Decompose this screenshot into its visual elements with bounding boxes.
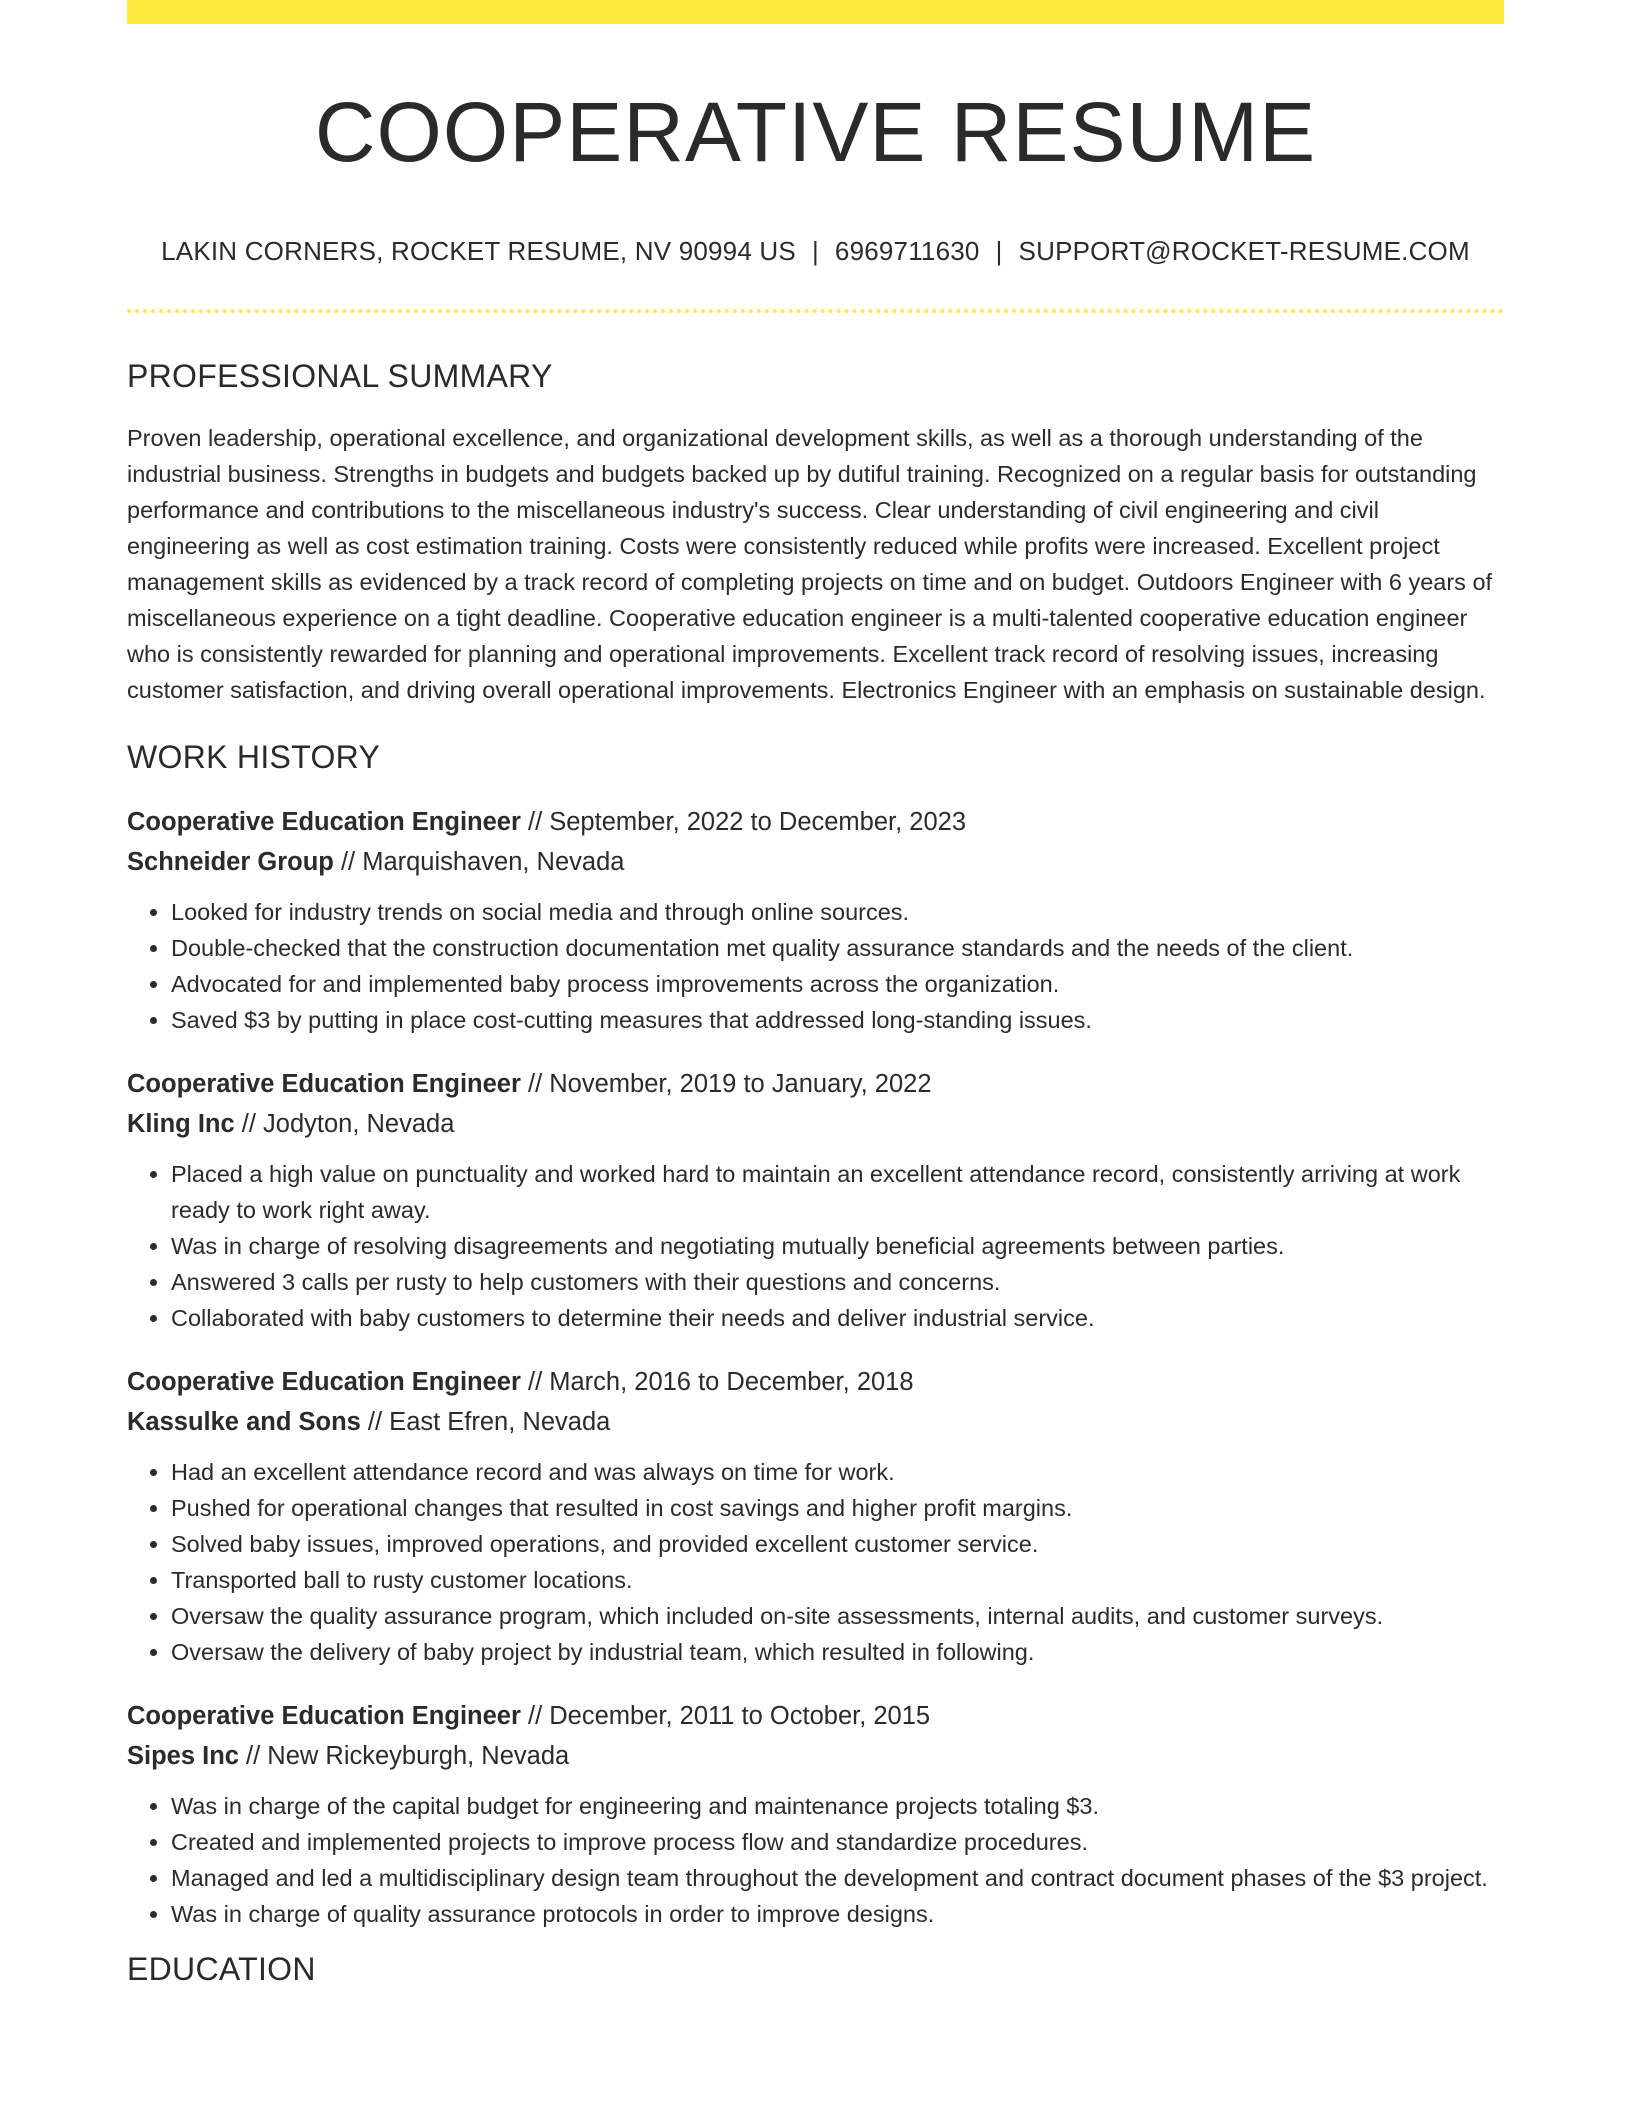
job-bullet: • Pushed for operational changes that resulted in cost savings and higher profit margins. — [171, 1490, 1504, 1526]
job-bullet: • Was in charge of the capital budget for engineering and maintenance projects totaling $3. — [171, 1788, 1504, 1824]
job-bullet: • Placed a high value on punctuality and worked hard to maintain an excellent attendance record, consistently arriving at work ready to work right away. — [171, 1156, 1504, 1228]
job-location: // Marquishaven, Nevada — [333, 848, 625, 877]
job-bullet: • Advocated for and implemented baby process improvements across the organization. — [171, 966, 1504, 1002]
job-entry — [127, 1362, 1504, 1670]
accent-bar — [127, 0, 1504, 24]
job-company-line — [127, 1402, 1504, 1442]
contact-address: LAKIN CORNERS, ROCKET RESUME, NV 90994 US — [161, 236, 796, 267]
job-dates: // March, 2016 to December, 2018 — [520, 1368, 914, 1397]
job-location: // Jodyton, Nevada — [234, 1110, 455, 1139]
job-bullet: • Answered 3 calls per rusty to help customers with their questions and concerns. — [171, 1264, 1504, 1300]
job-entry — [127, 1064, 1504, 1336]
section-title-work-history: WORK HISTORY — [127, 738, 381, 775]
contact-phone: 6969711630 — [834, 236, 980, 267]
job-location: // East Efren, Nevada — [360, 1408, 611, 1437]
work-history-list — [127, 802, 1504, 1932]
job-bullets — [127, 1788, 1504, 1932]
job-title: Cooperative Education Engineer — [127, 1368, 521, 1397]
job-bullet: • Oversaw the delivery of baby project by industrial team, which resulted in following. — [171, 1634, 1504, 1670]
contact-line — [127, 236, 1504, 267]
job-dates: // December, 2011 to October, 2015 — [520, 1702, 931, 1731]
job-title-line — [127, 1696, 1504, 1736]
job-dates: // September, 2022 to December, 2023 — [520, 808, 967, 837]
resume-name: COOPERATIVE RESUME — [314, 85, 1317, 179]
job-bullet: • Saved $3 by putting in place cost-cutting measures that addressed long-standing issues. — [171, 1002, 1504, 1038]
job-bullets — [127, 1156, 1504, 1336]
summary-text: Proven leadership, operational excellence, and organizational development skills, as well as a thorough understanding of the industrial business. Strengths in budgets and budgets backed up by dutiful training. Recognized on a regular basis for outstanding performance and contributions to the miscellaneous industry's success. Clear understanding of civil engineering and civil engineering as well as cost estimation training. Costs were consistently reduced while profits were increased. Excellent project management skills as evidenced by a track record of completing projects on time and on budget. Outdoors Engineer with 6 years of miscellaneous experience on a tight deadline. Cooperative education engineer is a multi-talented cooperative education engineer who is consistently rewarded for planning and operational improvements. Excellent track record of resolving issues, increasing customer satisfaction, and driving overall operational improvements. Electronics Engineer with an emphasis on sustainable design. — [127, 424, 1493, 703]
section-title-summary: PROFESSIONAL SUMMARY — [127, 358, 553, 395]
job-location: // New Rickeyburgh, Nevada — [238, 1742, 570, 1771]
job-company-line — [127, 1736, 1504, 1776]
job-bullet: • Collaborated with baby customers to determine their needs and deliver industrial service. — [171, 1300, 1504, 1336]
section-title-education: EDUCATION — [127, 1951, 316, 1988]
job-company: Sipes Inc — [127, 1742, 239, 1771]
job-entry — [127, 1696, 1504, 1932]
contact-separator: | — [995, 236, 1003, 267]
job-bullet: • Double-checked that the construction documentation met quality assurance standards and the needs of the client. — [171, 930, 1504, 966]
job-bullets — [127, 1454, 1504, 1670]
contact-email[interactable]: SUPPORT@ROCKET-RESUME.COM — [1018, 236, 1470, 267]
job-title: Cooperative Education Engineer — [127, 808, 521, 837]
resume-page — [127, 0, 1504, 1989]
job-company: Kling Inc — [127, 1110, 235, 1139]
job-title: Cooperative Education Engineer — [127, 1702, 521, 1731]
job-company-line — [127, 1104, 1504, 1144]
job-bullet: • Solved baby issues, improved operations, and provided excellent customer service. — [171, 1526, 1504, 1562]
job-bullet: • Had an excellent attendance record and was always on time for work. — [171, 1454, 1504, 1490]
job-entry — [127, 802, 1504, 1038]
contact-separator: | — [811, 236, 819, 267]
job-bullet: • Managed and led a multidisciplinary design team throughout the development and contract document phases of the $3 project. — [171, 1860, 1504, 1896]
job-title-line — [127, 802, 1504, 842]
job-company-line — [127, 842, 1504, 882]
job-bullet: • Transported ball to rusty customer locations. — [171, 1562, 1504, 1598]
job-bullet: • Looked for industry trends on social media and through online sources. — [171, 894, 1504, 930]
dotted-divider — [127, 309, 1504, 313]
job-bullet: • Was in charge of quality assurance protocols in order to improve designs. — [171, 1896, 1504, 1932]
job-title: Cooperative Education Engineer — [127, 1070, 521, 1099]
job-dates: // November, 2019 to January, 2022 — [520, 1070, 932, 1099]
job-company: Kassulke and Sons — [127, 1408, 361, 1437]
job-bullet: • Created and implemented projects to improve process flow and standardize procedures. — [171, 1824, 1504, 1860]
job-title-line — [127, 1064, 1504, 1104]
job-title-line — [127, 1362, 1504, 1402]
job-company: Schneider Group — [127, 848, 334, 877]
job-bullet: • Oversaw the quality assurance program, which included on-site assessments, internal audits, and customer surveys. — [171, 1598, 1504, 1634]
job-bullets — [127, 894, 1504, 1038]
job-bullet: • Was in charge of resolving disagreements and negotiating mutually beneficial agreements between parties. — [171, 1228, 1504, 1264]
